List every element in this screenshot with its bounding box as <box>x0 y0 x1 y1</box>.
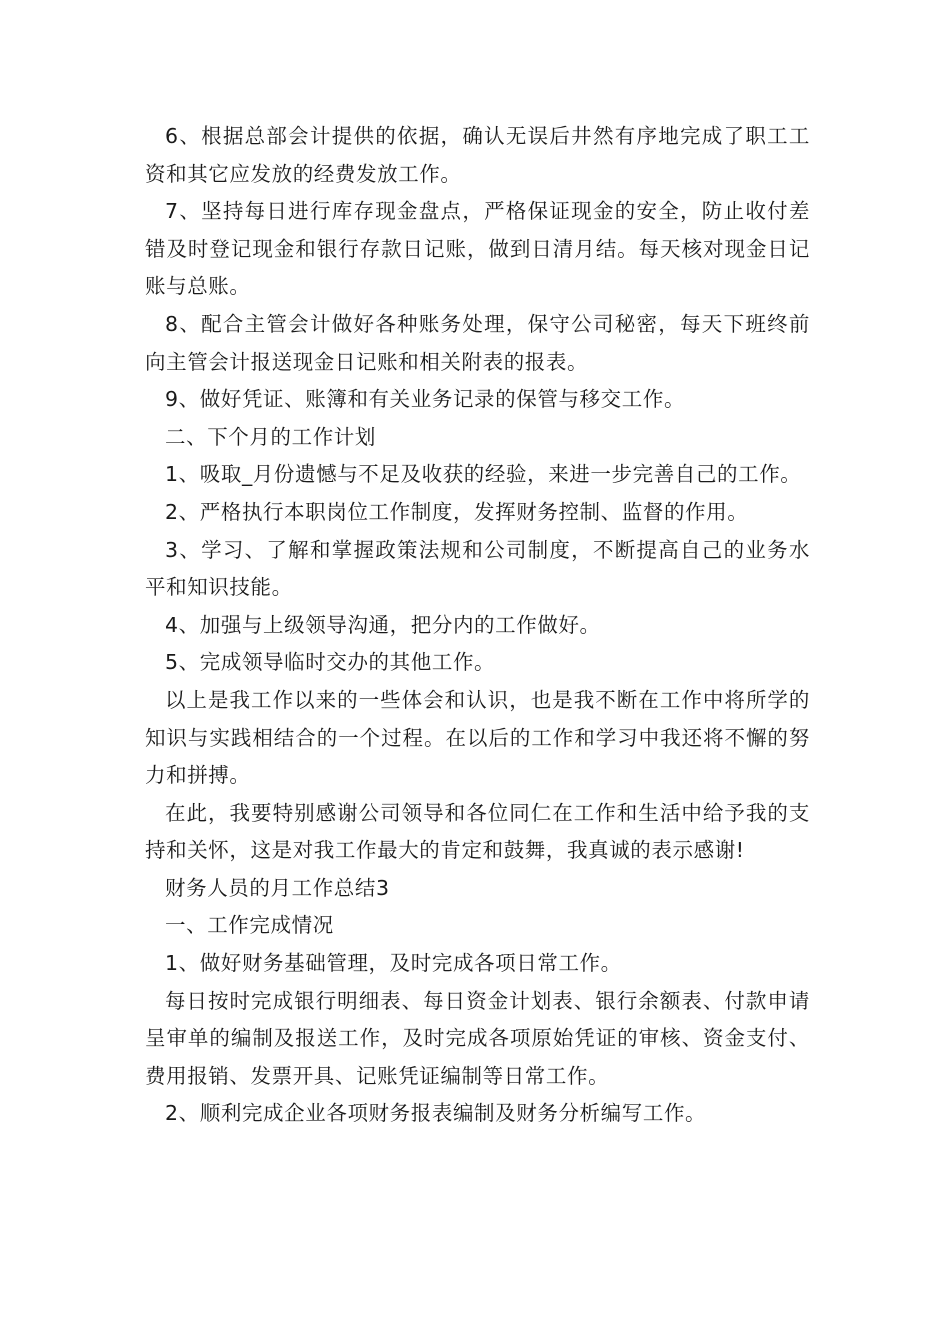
completion-item-1: 1、做好财务基础管理，及时完成各项日常工作。 <box>165 951 622 976</box>
plan-item-5: 5、完成领导临时交办的其他工作。 <box>165 650 496 675</box>
completion-item-2: 2、顺利完成企业各项财务报表编制及财务分析编写工作。 <box>165 1101 707 1126</box>
paragraph-item-6: 6、根据总部会计提供的依据，确认无误后井然有序地完成了职工工资和其它应发放的经费发放工作。 <box>145 124 810 186</box>
plan-item-2: 2、严格执行本职岗位工作制度，发挥财务控制、监督的作用。 <box>165 499 749 524</box>
document-body <box>145 118 810 1133</box>
section-heading-work-completion: 一、工作完成情况 <box>165 913 334 938</box>
plan-item-4: 4、加强与上级领导沟通，把分内的工作做好。 <box>165 612 601 637</box>
completion-item-1-detail: 每日按时完成银行明细表、每日资金计划表、银行余额表、付款申请呈审单的编制及报送工作，及时完成各项原始凭证的审核、资金支付、费用报销、发票开具、记账凭证编制等日常工作。 <box>145 988 810 1088</box>
plan-item-3: 3、学习、了解和掌握政策法规和公司制度，不断提高自己的业务水平和知识技能。 <box>145 537 810 600</box>
paragraph-item-7: 7、坚持每日进行库存现金盘点，严格保证现金的安全，防止收付差错及时登记现金和银行存款日记账，做到日清月结。每天核对现金日记账与总账。 <box>145 199 810 299</box>
section-heading-next-month-plan: 二、下个月的工作计划 <box>165 424 376 449</box>
plan-item-1: 1、吸取_月份遗憾与不足及收获的经验，来进一步完善自己的工作。 <box>165 462 802 487</box>
closing-paragraph-reflection: 以上是我工作以来的一些体会和认识，也是我不断在工作中将所学的知识与实践相结合的一个过程。在以后的工作和学习中我还将不懈的努力和拼搏。 <box>145 687 810 788</box>
paragraph-item-8: 8、配合主管会计做好各种账务处理，保守公司秘密，每天下班终前向主管会计报送现金日记账和相关附表的报表。 <box>145 311 810 374</box>
article-title-summary-3: 财务人员的月工作总结3 <box>165 875 390 900</box>
paragraph-item-9: 9、做好凭证、账簿和有关业务记录的保管与移交工作。 <box>165 387 686 412</box>
closing-paragraph-thanks: 在此，我要特别感谢公司领导和各位同仁在工作和生活中给予我的支持和关怀，这是对我工作最大的肯定和鼓舞，我真诚的表示感谢! <box>145 800 810 863</box>
